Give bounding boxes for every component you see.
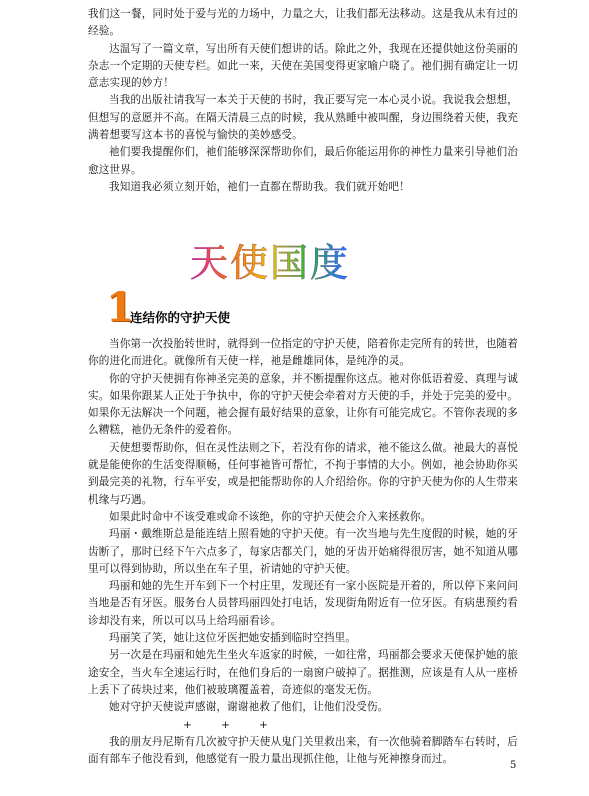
body-paragraph: 你的守护天使拥有你神圣完美的意象，并不断提醒你这点。祂对你低语着爱、真理与诚实。如果你跟某人正处于争执中，你的守护天使会牵着对方天使的手，并处于完美的爱中。如果你无法解决一个问题，祂会握有最好结果的意象，让你有可能完成它。不管你表现的多么糟糕，祂仍无条件的爱着你。	[88, 372, 518, 437]
intro-section	[88, 6, 518, 196]
body-paragraph: 我的朋友丹尼斯有几次被守护天使从鬼门关里救出来，有一次他骑着脚踏车右转时，后面有部车子他没看到，他感觉有一股力量出现抓住他，让他与死神擦身而过。	[88, 735, 518, 766]
page-number: 5	[510, 760, 517, 771]
intro-paragraph: 我们这一餐，同时处于爱与光的力场中，力量之大，让我们都无法移动。这是我从未有过的经验。	[88, 8, 518, 38]
separator-mark: +	[259, 718, 269, 731]
body-paragraph: 如果此时命中不该受难或命不该绝，你的守护天使会介入来拯救你。	[109, 510, 432, 523]
separator-mark: +	[221, 718, 231, 731]
intro-paragraph: 当我的出版社请我写一本关于天使的书时，我正要写完一本心灵小说。我说我会想想，但想写的意愿并不高。在隔天清晨三点的时候，我从熟睡中被叫醒，身边围绕着天使，我充满着想要写这本书的喜悦与愉快的美妙感受。	[88, 94, 518, 142]
body-paragraph: 玛丽・戴维斯总是能连结上照看她的守护天使。有一次当地与先生度假的时候，她的牙齿断了，那时已经下午六点多了，每家店都关门，她的牙齿开始痛得很厉害，她不知道从哪里可以得到协助，所以坐在车子里，祈请她的守护天使。	[88, 528, 518, 575]
separator-mark: +	[183, 718, 193, 731]
chapter-body	[88, 336, 518, 768]
chapter-title: 连结你的守护天使	[130, 310, 231, 325]
intro-paragraph: 我知道我必须立刻开始，祂们一直都在帮助我。我们就开始吧！	[109, 180, 410, 193]
section-title: 天使国度	[190, 236, 390, 290]
intro-paragraph: 达温写了一篇文章，写出所有天使们想讲的话。除此之外，我现在还提供她这份美丽的杂志一个定期的天使专栏。如此一来，天使在美国变得更家喻户晓了。祂们拥有确定让一切意志实现的妙方！	[88, 42, 518, 90]
section-separator	[88, 717, 518, 734]
body-paragraph: 另一次是在玛丽和她先生坐火车返家的时候，一如往常，玛丽都会要求天使保护她的旅途安全，当火车全速运行时，在他们身后的一扇窗户破掉了。据推测，应该是有人从一座桥上丢下了砖块过来，他们被玻璃覆盖着，奇迹似的毫发无伤。	[88, 649, 518, 696]
intro-paragraph: 祂们要我提醒你们，祂们能够深深帮助你们，最后你能运用你的神性力量来引导祂们治愈这世界。	[88, 146, 518, 176]
body-paragraph: 玛丽笑了笑，她让这位牙医把她安插到临时空挡里。	[109, 632, 357, 645]
body-paragraph: 天使想要帮助你，但在灵性法则之下，若没有你的请求，祂不能这么做。祂最大的喜悦就是能使你的生活变得顺畅，任何事祂皆可帮忙，不拘于事情的大小。例如，祂会协助你买到最完美的礼物，行车平安，或是把能帮助你的人介绍给你。你的守护天使为你的人生带来机缘与巧遇。	[88, 441, 518, 506]
chapter-number: 1	[106, 284, 134, 331]
body-paragraph: 她对守护天使说声感谢，谢谢祂救了他们，让他们没受伤。	[109, 701, 389, 714]
body-paragraph: 当你第一次投胎转世时，就得到一位指定的守护天使，陪着你走完所有的转世，也随着你的进化而进化。就像所有天使一样，祂是雌雄同体，是纯净的灵。	[88, 338, 518, 368]
body-paragraph: 玛丽和她的先生开车到下一个村庄里，发现还有一家小医院是开着的，所以停下来问问当地是否有牙医。服务台人员替玛丽四处打电话，发现街角附近有一位牙医。有病患预约看诊却没有来，所以可以马上给玛丽看诊。	[88, 580, 518, 627]
